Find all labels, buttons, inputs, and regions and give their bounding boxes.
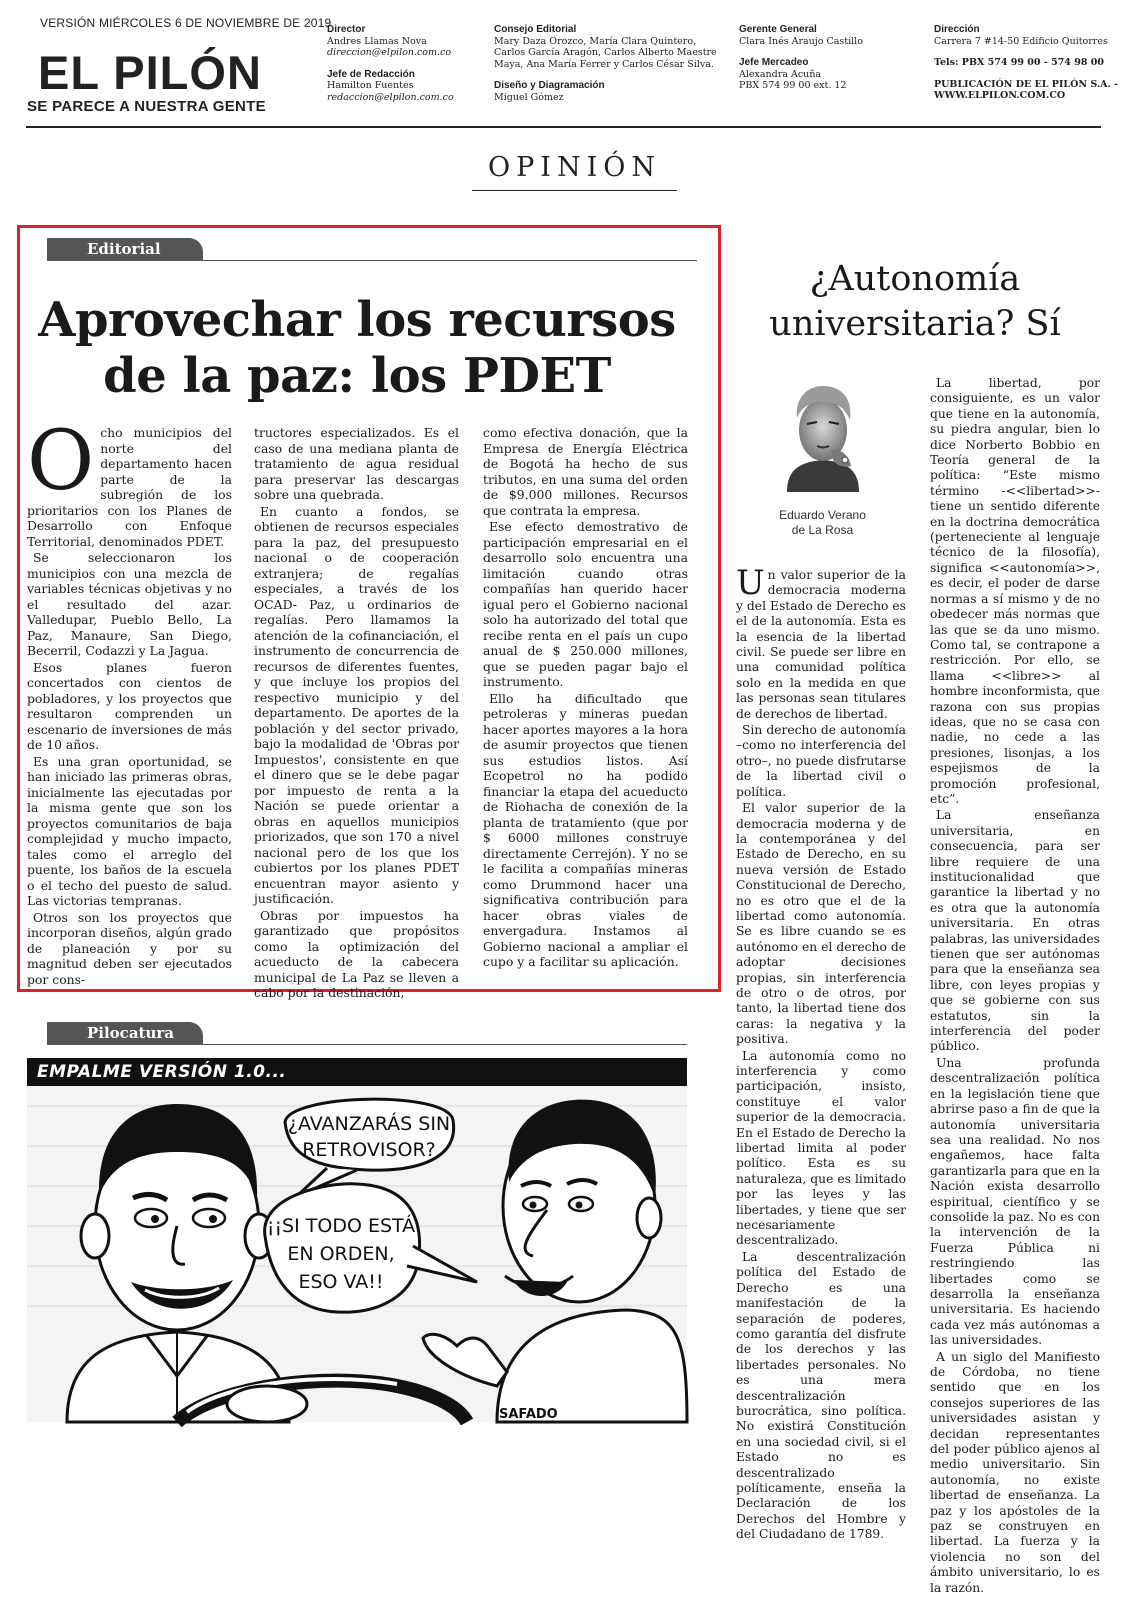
- paragraph: Un valor superior de la democracia moderna y del Estado de Derecho es el de la autonomía. Esta es la esencia de la libertad civil. Se puede ser libre en una comunidad política solo en la medida en que las personas sean titulares de derechos de libertad.: [736, 563, 906, 721]
- diseno-name: Miguel Gómez: [494, 91, 564, 103]
- consejo-line2: Carlos García Aragón, Carlos Alberto Maestre: [494, 47, 717, 58]
- paragraph: La enseñanza universitaria, en consecuencia, para ser libre requiere de una institucionalidad que garantice la libertad y no es otra que la autonomía universitaria. En otras palabras, las universidades tienen que ser autónomas para que la enseñanza sea libre, con leyes propias y que se gobierne con sus estatutos, sin la interferencia del poder público.: [930, 808, 1100, 1054]
- drop-cap: U: [736, 563, 765, 603]
- direccion-label: Dirección: [934, 24, 980, 35]
- publicacion-website[interactable]: WWW.ELPILON.COM.CO: [934, 90, 1066, 101]
- paragraph: Se seleccionaron los municipios con una mezcla de variables técnicas objetivas y no el resultado del azar. Valledupar, Pueblo Bello, La Paz, Manaure, San Diego, Becerril, Codazzi y La Jagua.: [27, 550, 232, 658]
- gerente-label: Gerente General: [739, 24, 817, 35]
- paragraph: Una profunda descentralización política en la legislación tiene que abrirse paso a fin de que la autonomía universitaria sea una realidad. No nos engañemos, hace falta garantizarla para que en la Nación exista desarrollo espiritual, científico y se consolide la paz. No es con la intervención de la Fuerza Pública ni restringiendo las libertades como se desarrolla la enseñanza universitaria. Es haciendo cada vez más autónomas a las universidades.: [930, 1055, 1100, 1348]
- editorial-tab-rule: [47, 260, 697, 261]
- opinion-headline-line1: ¿Autonomía: [809, 259, 1021, 299]
- bubble1-line2: RETROVISOR?: [302, 1139, 436, 1161]
- jefe-redaccion-email[interactable]: redaccion@elpilon.com.co: [327, 91, 454, 103]
- publicacion-line1: PUBLICACIÓN DE EL PILÓN S.A. -: [934, 78, 1119, 90]
- paragraph: El valor superior de la democracia moderna y de la contemporánea y del Estado de Derecho, en su nueva versión de Estado Constitucional de Derecho, no es otro que el de la libertad como autonomía. Se es libre cuando se es autónomo en el derecho de adoptar decisiones propias, sin interferencia de otro o de otros, por tanto, la libertad tiene dos caras: la negativa y la positiva.: [736, 801, 906, 1047]
- consejo-line3: Maya, Ana María Ferrer y Carlos César Silva.: [494, 58, 714, 70]
- pilocatura-tab-rule: [47, 1044, 687, 1045]
- gerente-name: Clara Inés Araujo Castillo: [739, 35, 863, 47]
- diseno-label: Diseño y Diagramación: [494, 80, 605, 91]
- paragraph: La autonomía como no interferencia y como participación, insisto, constituye el valor superior de la democracia. En el Estado de Derecho la libertad limita al poder político. Esta es su naturaleza, que es limitado por las leyes y las libertades, y tiene que ser necesariamente descentralizado.: [736, 1048, 906, 1248]
- bubble1-line1: ¿AVANZARÁS SIN: [287, 1113, 451, 1135]
- editorial-column-1: [27, 414, 232, 988]
- newspaper-slogan: SE PARECE A NUESTRA GENTE: [27, 98, 266, 115]
- editorial-column-3: [483, 425, 688, 971]
- consejo-line1: Mary Daza Orozco, María Clara Quintero,: [494, 35, 697, 47]
- section-title-underline: [472, 190, 677, 191]
- staff-consejo-block: [494, 24, 717, 103]
- cartoonist-signature: SAFADO: [499, 1407, 558, 1422]
- staff-direccion-block: [934, 24, 1118, 102]
- editorial-tab: Editorial: [47, 238, 203, 260]
- edition-date: VERSIÓN MIÉRCOLES 6 DE NOVIEMBRE DE 2019: [40, 16, 332, 30]
- opinion-column-b: [930, 376, 1100, 1597]
- paragraph: Ese efecto demostrativo de participación empresarial en el desarrollo solo encuentra una limitación cuando otras compañías han querido hacer igual pero el Gobierno nacional solo ha autorizado del total que recibe renta en el país un cupo anual de $ 250.000 millones, que se pueden pagar bajo el instrumento.: [483, 519, 688, 689]
- jefe-mercadeo-label: Jefe Mercadeo: [739, 57, 809, 68]
- paragraph: En cuanto a fondos, se obtienen de recursos especiales para la paz, del presupuesto nacional o de cooperación extranjera; de regalías especiales, a través de los OCAD- Paz, u ordinarios de regalías. Pero llamamos la atención de la cofinanciación, el instrumento de concurrencia de recursos de diferentes fuentes, y que incluye los propios del respectivo municipio y del departamento. De aportes de la población y del sector privado, bajo la modalidad de 'Obras por Impuestos', consistente en que el dinero que se le debe pagar por impuesto de renta a la Nación se puede orientar a obras en aquellos municipios priorizados, que son 170 a nivel nacional pero de los que los cubiertos por los planes PDET encuentran mayor asiento y justificación.: [254, 503, 459, 906]
- director-label: Director: [327, 24, 366, 35]
- paragraph: La descentralización política del Estado de Derecho es una manifestación de la separación de poderes, como garantía del disfrute de los derechos y las libertades personales. No es una mera descentralización burocrática, sino política. No existirá Constitución en una sociedad civil, si el Estado no es descentralizado políticamente, enseña la Declaración de los Derechos del Hombre y del Ciudadano de 1789.: [736, 1249, 906, 1542]
- newspaper-logo[interactable]: EL PILÓN: [38, 46, 262, 99]
- paragraph: Ocho municipios del norte del departamento hacen parte de la subregión de los prioritarios con los Planes de Desarrollo con Enfoque Territorial, denominados PDET.: [27, 414, 232, 549]
- director-email[interactable]: direccion@elpilon.com.co: [327, 47, 452, 58]
- editorial-column-2: [254, 425, 459, 1002]
- jefe-redaccion-name: Hamilton Fuentes: [327, 80, 414, 91]
- drop-cap: O: [27, 414, 95, 509]
- cartoon-title-banner: EMPALME VERSIÓN 1.0...: [27, 1058, 687, 1086]
- jefe-mercadeo-name: Alexandra Acuña: [739, 68, 822, 80]
- opinion-headline-line2: universitaria? Sí: [769, 304, 1061, 344]
- paragraph: Sin derecho de autonomía –como no interferencia del otro–, no puede disfrutarse de la libertad civil o política.: [736, 723, 906, 799]
- direccion-address: Carrera 7 #14-50 Edificio Quitorres: [934, 35, 1108, 47]
- staff-gerencia-block: [739, 24, 863, 92]
- jefe-redaccion-label: Jefe de Redacción: [327, 68, 415, 80]
- bubble2-line1: ¡¡SI TODO ESTÁ: [266, 1215, 416, 1237]
- author-name[interactable]: Eduardo Verano de La Rosa: [779, 508, 866, 537]
- telephones: Tels: PBX 574 99 00 - 574 98 00: [934, 57, 1104, 68]
- paragraph: Es una gran oportunidad, se han iniciado las primeras obras, inicialmente las ejecutadas por la misma gente que son los proyectos comunitarios de baja complejidad y mucho impacto, tales como el arreglo del puente, los baños de la escuela o el techo del puesto de salud. Las victorias tempranas.: [27, 753, 232, 908]
- masthead-divider: [26, 126, 1101, 128]
- consejo-label: Consejo Editorial: [494, 24, 577, 35]
- jefe-mercadeo-phone: PBX 574 99 00 ext. 12: [739, 80, 847, 91]
- paragraph: Obras por impuestos ha garantizado que propósitos como la optimización del acueducto de la cabecera municipal de La Paz se lleven a cabo por la destinación,: [254, 907, 459, 1000]
- paragraph: La libertad, por consiguiente, es un valor que tiene en la autonomía, su piedra angular, bien lo dice Norberto Bobbio en Teoría general de la política: “Este mismo término -<<libertad>>- tiene un sentido diferente en la doctrina democrática (perteneciente al lenguaje técnico de la filosofía), significa <<autonomía>>, es decir, el poder de darse normas a sí mismo y de no obedecer más normas que las que se da uno mismo. Como tal, se contrapone a restricción. Por ello, se llama <<libre>> al hombre inconformista, que razona con sus propias ideas, que no se casa con nadie, no cede a las presiones, lisonjas, a los espejismos de la promoción profesional, etc”.: [930, 376, 1100, 806]
- bubble2-line2: EN ORDEN,: [287, 1243, 395, 1265]
- bubble2-line3: ESO VA!!: [298, 1271, 384, 1293]
- opinion-headline: [740, 257, 1090, 347]
- paragraph: Otros son los proyectos que incorporan diseños, algún grado de planeación y por su magnitud deben ser ejecutados por cons-: [27, 909, 232, 987]
- author-photo: [779, 380, 867, 492]
- staff-director-block: [327, 24, 454, 103]
- headline-line2: de la paz: los PDET: [103, 348, 611, 404]
- pilocatura-tab: Pilocatura: [47, 1022, 203, 1044]
- editorial-cartoon: [27, 1086, 687, 1422]
- paragraph: Ello ha dificultado que petroleras y mineras puedan hacer aportes mayores a la hora de asumir proyectos que tienen sus estudios listos. Así Ecopetrol no ha podido financiar la etapa del acueducto de Riohacha de conexión de la planta de tratamiento (que por $ 6000 millones construye directamente Cerrejón). Y no se le facilita a compañías mineras como Drummond hacer una significativa contribución para hacer obras viales de envergadura. Instamos al Gobierno nacional a ampliar el cupo y a facilitar su aplicación.: [483, 690, 688, 969]
- paragraph: Esos planes fueron concertados con cientos de pobladores, y los proyectos que resultaron comprenden un escenario de inversiones de más de 10 años.: [27, 659, 232, 752]
- director-name: Andres Llamas Nova: [327, 35, 427, 47]
- paragraph: como efectiva donación, que la Empresa de Energía Eléctrica de Bogotá ha hecho de sus tributos, en una suma del orden de $9.000 millones. Recursos que contrata la empresa.: [483, 425, 688, 518]
- section-title: OPINIÓN: [487, 152, 662, 183]
- headline-line1: Aprovechar los recursos: [38, 292, 676, 348]
- paragraph: tructores especializados. Es el caso de una mediana planta de tratamiento de agua residual para preservar las descargas sobre una quebrada.: [254, 425, 459, 502]
- editorial-headline: [22, 292, 692, 404]
- paragraph: A un siglo del Manifiesto de Córdoba, no tiene sentido que en los consejos superiores de las universidades asistan y decidan representantes del poder público ajenos al medio universitario. Sin autonomía, no existe libertad de enseñanza. La paz y los apóstoles de la paz se construyen en libertad. La fuerza y la violencia no son del ámbito universitario, lo es la razón.: [930, 1349, 1100, 1595]
- opinion-column-a: [736, 563, 906, 1544]
